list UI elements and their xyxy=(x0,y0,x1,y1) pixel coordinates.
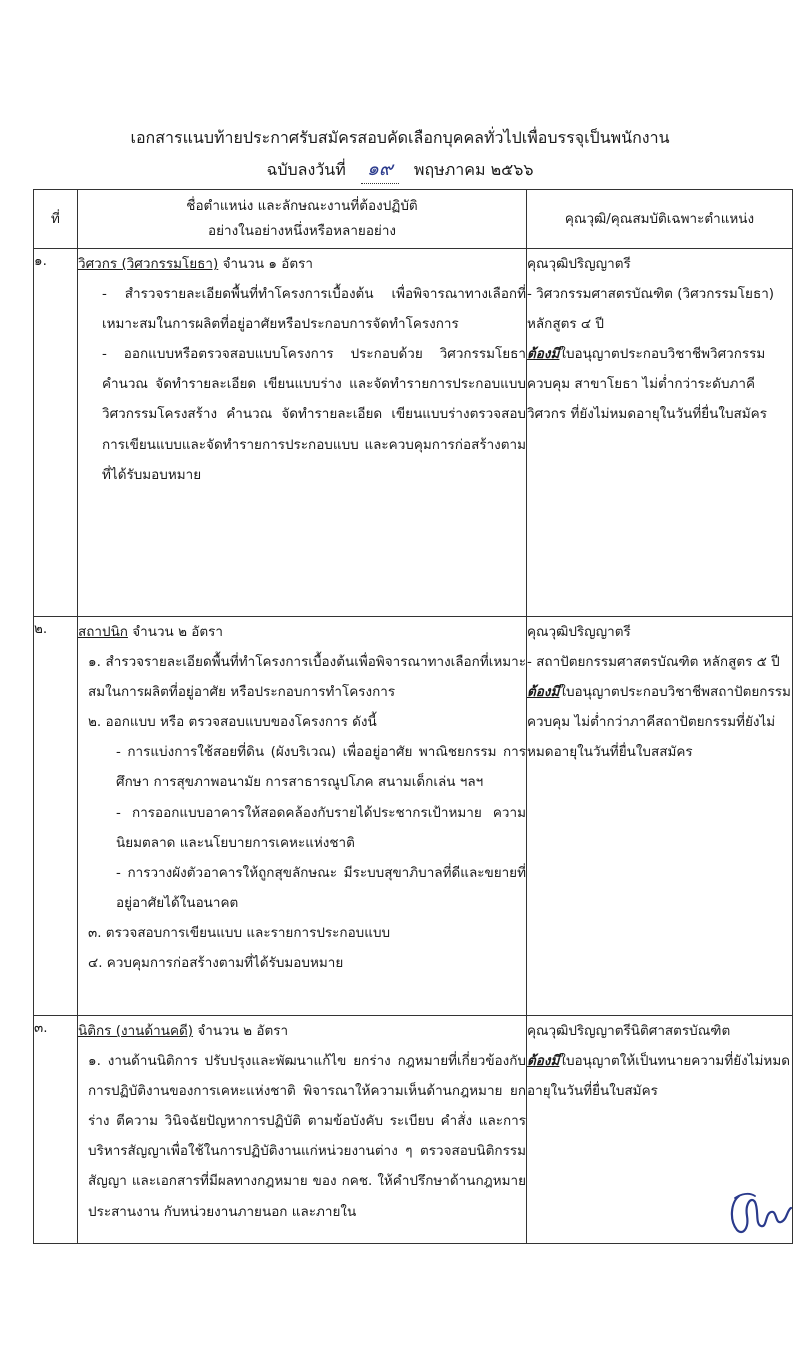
license-text: ใบอนุญาตประกอบวิชาชีพวิศวกรรมควบคุม สาขาโยธา ไม่ต่ำกว่าระดับภาคีวิศวกร ที่ยังไม่หมดอายุในวันที่ยื่นใบสมัคร xyxy=(527,346,767,423)
duty-item: ๓. ตรวจสอบการเขียนแบบ และรายการประกอบแบบ xyxy=(88,924,391,941)
header-date-line xyxy=(0,156,800,184)
duty-subitem: - การแบ่งการใช้สอยที่ดิน (ผังบริเวณ) เพื่ออยู่อาศัย พาณิชยกรรม การศึกษา การสุขภาพอนามัย การสาธารณูปโภค สนามเด็กเล่น ฯลฯ xyxy=(116,744,526,791)
duty-item: - ออกแบบหรือตรวจสอบแบบโครงการ ประกอบด้วย วิศวกรรมโยธา คำนวณ จัดทำรายละเอียด เขียนแบบร่าง และจัดทำรายการประกอบแบบวิศวกรรมโครงสร้าง คำนวณ จัดทำรายละเอียด เขียนแบบร่างตรวจสอบการเขียนแบบและจัดทำรายการประกอบแบบ และควบคุมการก่อสร้างตามที่ได้รับมอบหมาย xyxy=(102,346,526,483)
position-heading xyxy=(78,617,526,647)
col-header-position xyxy=(78,190,527,249)
duty-subitem: - การวางผังตัวอาคารให้ถูกสุขลักษณะ มีระบบสุขาภิบาลที่ดีและขยายที่อยู่อาศัยได้ในอนาคต xyxy=(116,864,526,911)
qualification-license xyxy=(527,339,792,429)
license-text: ใบอนุญาตให้เป็นทนายความที่ยังไม่หมดอายุในวันที่ยื่นใบสมัคร xyxy=(527,1053,790,1100)
must-have-label: ต้องมี xyxy=(527,1053,560,1070)
qualification-heading: คุณวุฒิปริญญาตรีนิติศาสตรบัณฑิต xyxy=(527,1023,731,1039)
handwritten-signature xyxy=(725,1188,795,1238)
date-prefix: ฉบับลงวันที่ xyxy=(266,160,346,179)
duty-subitem: - การออกแบบอาคารให้สอดคล้องกับรายได้ประชากรเป้าหมาย ความนิยมตลาด และนโยบายการเคหะแห่งชาติ xyxy=(116,804,526,851)
duty-item: ๑. สำรวจรายละเอียดพื้นที่ทำโครงการเบื้องต้นเพื่อพิจารณาทางเลือกที่เหมาะสมในการผลิตที่อยู่อาศัย หรือประกอบการทำโครงการ xyxy=(88,654,526,701)
col-header-qualification: คุณวุฒิ/คุณสมบัติเฉพาะตำแหน่ง xyxy=(527,190,793,249)
duty-item: ๒. ออกแบบ หรือ ตรวจสอบแบบของโครงการ ดังนี้ xyxy=(88,714,377,731)
row-number: ๒. xyxy=(34,617,78,1016)
positions-table xyxy=(33,189,793,1244)
position-count: จำนวน ๑ อัตรา xyxy=(218,256,313,272)
qualification-heading: คุณวุฒิปริญญาตรี xyxy=(527,624,631,640)
qualification-heading: คุณวุฒิปริญญาตรี xyxy=(527,256,631,272)
document-header xyxy=(0,124,800,184)
table-row xyxy=(34,1016,793,1244)
signature-stroke xyxy=(732,1196,791,1232)
must-have-label: ต้องมี xyxy=(527,684,560,701)
date-month-year: พฤษภาคม ๒๕๖๖ xyxy=(413,160,534,179)
duty-item: ๔. ควบคุมการก่อสร้างตามที่ได้รับมอบหมาย xyxy=(88,955,344,972)
license-text: ใบอนุญาตประกอบวิชาชีพสถาปัตยกรรมควบคุม ไม่ต่ำกว่าภาคีสถาปัตยกรรมที่ยังไม่หมดอายุในวันที่ยื่นใบสสมัคร xyxy=(527,684,791,761)
row-number: ๓. xyxy=(34,1016,78,1244)
date-day-handwritten: ๑๙ xyxy=(361,156,399,184)
row-qualification xyxy=(527,249,793,617)
position-count: จำนวน ๒ อัตรา xyxy=(127,624,223,640)
qualification-line: - สถาปัตยกรรมศาสตรบัณฑิต หลักสูตร ๕ ปี xyxy=(527,654,780,671)
qualification-line: - วิศวกรรมศาสตรบัณฑิต (วิศวกรรมโยธา) หลักสูตร ๔ ปี xyxy=(527,286,775,333)
position-title: วิศวกร (วิศวกรรมโยธา) xyxy=(78,256,219,272)
row-qualification xyxy=(527,617,793,1016)
row-duties xyxy=(78,1016,527,1244)
row-duties xyxy=(78,617,527,1016)
table-row xyxy=(34,249,793,617)
col-header-no: ที่ xyxy=(34,190,78,249)
col-header-position-line1: ชื่อตำแหน่ง และลักษณะงานที่ต้องปฏิบัติ xyxy=(186,198,418,214)
position-heading xyxy=(78,249,526,279)
duty-item: - สำรวจรายละเอียดพื้นที่ทำโครงการเบื้องต้น เพื่อพิจารณาทางเลือกที่เหมาะสมในการผลิตที่อยู่อาศัยหรือประกอบการจัดทำโครงการ xyxy=(102,286,526,333)
row-number: ๑. xyxy=(34,249,78,617)
must-have-label: ต้องมี xyxy=(527,346,560,363)
duty-item: ๑. งานด้านนิติการ ปรับปรุงและพัฒนาแก้ไข ยกร่าง กฎหมายที่เกี่ยวข้องกับการปฏิบัติงานของการเคหะแห่งชาติ พิจารณาให้ความเห็นด้านกฎหมาย ยกร่าง ตีความ วินิจฉัยปัญหาการปฏิบัติ ตามข้อบังคับ ระเบียบ คำสั่ง และการบริหารสัญญาเพื่อใช้ในการปฏิบัติงานแก่หน่วยงานต่าง ๆ ตรวจสอบนิติกรรมสัญญา และเอกสารที่มีผลทางกฎหมาย ของ กคช. ให้คำปรึกษาด้านกฎหมาย ประสานงาน กับหน่วยงานภายนอก และภายใน xyxy=(88,1053,526,1220)
header-title: เอกสารแนบท้ายประกาศรับสมัครสอบคัดเลือกบุคคลทั่วไปเพื่อบรรจุเป็นพนักงาน xyxy=(130,128,670,147)
position-heading xyxy=(78,1016,526,1046)
position-count: จำนวน ๒ อัตรา xyxy=(193,1023,289,1039)
row-duties xyxy=(78,249,527,617)
position-title: สถาปนิก xyxy=(78,624,128,640)
table-row xyxy=(34,617,793,1016)
qualification-license xyxy=(527,677,792,767)
col-header-position-line2: อย่างในอย่างหนึ่งหรือหลายอย่าง xyxy=(207,223,397,239)
qualification-license xyxy=(527,1046,792,1106)
position-title: นิติกร (งานด้านคดี) xyxy=(78,1023,194,1039)
table-header-row xyxy=(34,190,793,249)
